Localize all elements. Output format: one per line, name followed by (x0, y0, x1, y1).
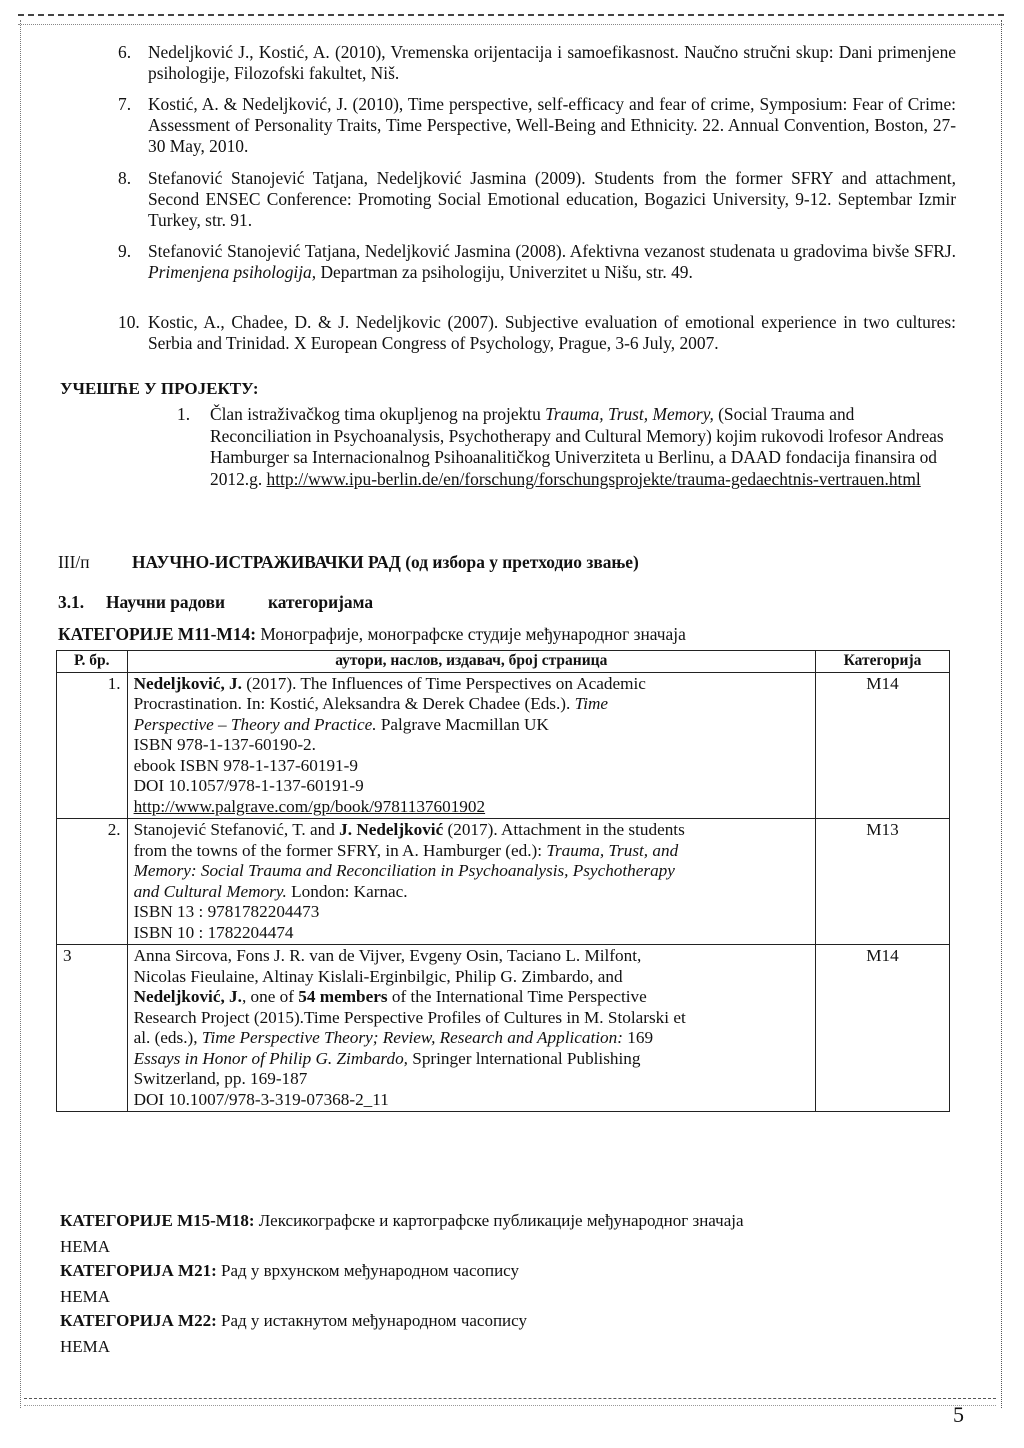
table-row (57, 945, 950, 1112)
scan-border-right (999, 20, 1002, 1408)
page-number: 5 (953, 1402, 964, 1427)
column-header: Категорија (815, 651, 949, 673)
subsection-heading: 3.1. Научни радови категоријама (58, 592, 374, 612)
category-value: НЕМА (60, 1237, 111, 1256)
reference-item (118, 312, 956, 354)
project-item (177, 404, 957, 490)
row-number: 1. (57, 672, 128, 819)
category-m22: КАТЕГОРИЈА М22: Рад у истакнутом међународном часопису (60, 1311, 527, 1330)
scan-border-bottom (24, 1398, 996, 1406)
category-m11-m14: КАТЕГОРИЈЕ М11-М14: Монографије, монографске студије међународног значаја (58, 624, 686, 644)
table-header-row (57, 651, 950, 673)
publication-cell: Stanojević Stefanović, T. and J. Nedeljković (2017). Attachment in the students from the towns of the former SFRY, in A. Hamburger (ed.): Trauma, Trust, and Memory: Social Trauma and Reconciliation in Psychoanalysis, Psychotherapy and Cultural Memory. London: Karnac. ISBN 13 : 9781782204473 ISBN 10 : 1782204474 (127, 819, 815, 945)
project-text: Član istraživačkog tima okupljenog na projektu Trauma, Trust, Memory, (Social Trauma and Reconciliation in Psychoanalysis, Psychotherapy and Cultural Memory) kojim rukovodi lrofesor Andreas Hamburger sa Internacionalnog Psihoanalitičkog Univerziteta u Berlinu, a DAAD fondacija finansira od 2012.g. http://www.ipu-berlin.de/en/forschung/forschungsprojekte/trauma-gedaechtnis-vertrauen.html (210, 404, 944, 489)
reference-text: Stefanović Stanojević Tatjana, Nedeljković Jasmina (2009). Students from the former SFRY and attachment, Second ENSEC Conference: Promoting Social Emotional education, Bogazici University, 9-12. Septembar Izmir Turkey, str. 91. (148, 168, 956, 230)
reference-number: 8. (118, 168, 132, 188)
table-row (57, 672, 950, 819)
publication-link[interactable]: http://www.palgrave.com/gp/book/9781137601902 (133, 796, 486, 816)
project-link[interactable]: http://www.ipu-berlin.de/en/forschung/forschungsprojekte/trauma-gedaechtnis-vertrauen.html (266, 468, 921, 489)
category-cell: M13 (815, 819, 949, 945)
category-cell: M14 (815, 672, 949, 819)
category-cell: M14 (815, 945, 949, 1112)
reference-text: Kostic, A., Chadee, D. & J. Nedeljkovic (2007). Subjective evaluation of emotional experience in two cultures: Serbia and Trinidad. X European Congress of Psychology, Prague, 3-6 July, 2007. (148, 312, 956, 353)
reference-item (118, 42, 956, 84)
category-value: НЕМА (60, 1337, 111, 1356)
scan-border-left (20, 20, 23, 1408)
category-m21: КАТЕГОРИЈА М21: Рад у врхунском међународном часопису (60, 1261, 520, 1280)
column-header: аутори, наслов, издавач, број страница (127, 651, 815, 673)
row-number: 3 (57, 945, 128, 1112)
reference-text: Nedeljković J., Kostić, A. (2010), Vremenska orijentacija i samoefikasnost. Naučno stručni skup: Dani primenjene psihologije, Filozofski fakultet, Niš. (148, 42, 956, 83)
reference-number: 7. (118, 94, 132, 114)
scan-border-top (18, 14, 1004, 25)
reference-text: Kostić, A. & Nedeljković, J. (2010), Time perspective, self-efficacy and fear of crime, Symposium: Fear of Crime: Assessment of Personality Traits, Time Perspective, Well-Being and Ethnicity. 22. Annual Convention, Boston, 27-30 May, 2010. (148, 94, 956, 156)
reference-item (118, 241, 956, 283)
reference-number: 10. (118, 312, 140, 332)
table-row (57, 819, 950, 945)
reference-item (118, 94, 956, 157)
row-number: 2. (57, 819, 128, 945)
category-m15-m18: КАТЕГОРИЈЕ М15-М18: Лексикографске и картографске публикације међународног значаја (60, 1211, 744, 1230)
projects-heading: УЧЕШЋЕ У ПРОЈЕКТУ: (60, 379, 259, 398)
column-header: Р. бр. (57, 651, 128, 673)
project-number: 1. (177, 404, 191, 424)
reference-text: Stefanović Stanojević Tatjana, Nedeljković Jasmina (2008). Afektivna vezanost studenata u gradovima bivše SFRJ. Primenjena psihologija, Departman za psihologiju, Univerzitet u Nišu, str. 49. (148, 241, 956, 282)
category-value: НЕМА (60, 1287, 111, 1306)
section-heading: III/п НАУЧНО-ИСТРАЖИВАЧКИ РАД (од избора у претходио звање) (58, 552, 639, 572)
reference-number: 9. (118, 241, 132, 261)
publication-cell: Anna Sircova, Fons J. R. van de Vijver, Evgeny Osin, Taciano L. Milfont, Nicolas Fieulaine, Altinay Kislali-Erginbilgic, Philip G. Zimbardo, and Nedeljković, J., one of 54 members of the International Time Perspective Research Project (2015).Time Perspective Profiles of Cultures in M. Stolarski et al. (eds.), Time Perspective Theory; Review, Research and Application: 169 Essays in Honor of Philip G. Zimbardo, Springer lnternational Publishing Switzerland, pp. 169-187 DOI 10.1007/978-3-319-07368-2_11 (127, 945, 815, 1112)
publications-table (56, 650, 950, 1112)
reference-number: 6. (118, 42, 132, 62)
publication-cell: Nedeljković, J. (2017). The Influences of Time Perspectives on Academic Procrastination. In: Kostić, Aleksandra & Derek Chadee (Eds.). Time Perspective – Theory and Practice. Palgrave Macmillan UK ISBN 978-1-137-60190-2. ebook ISBN 978-1-137-60191-9 DOI 10.1057/978-1-137-60191-9 http://www.palgrave.com/gp/book/9781137601902 (127, 672, 815, 819)
reference-item (118, 168, 956, 231)
